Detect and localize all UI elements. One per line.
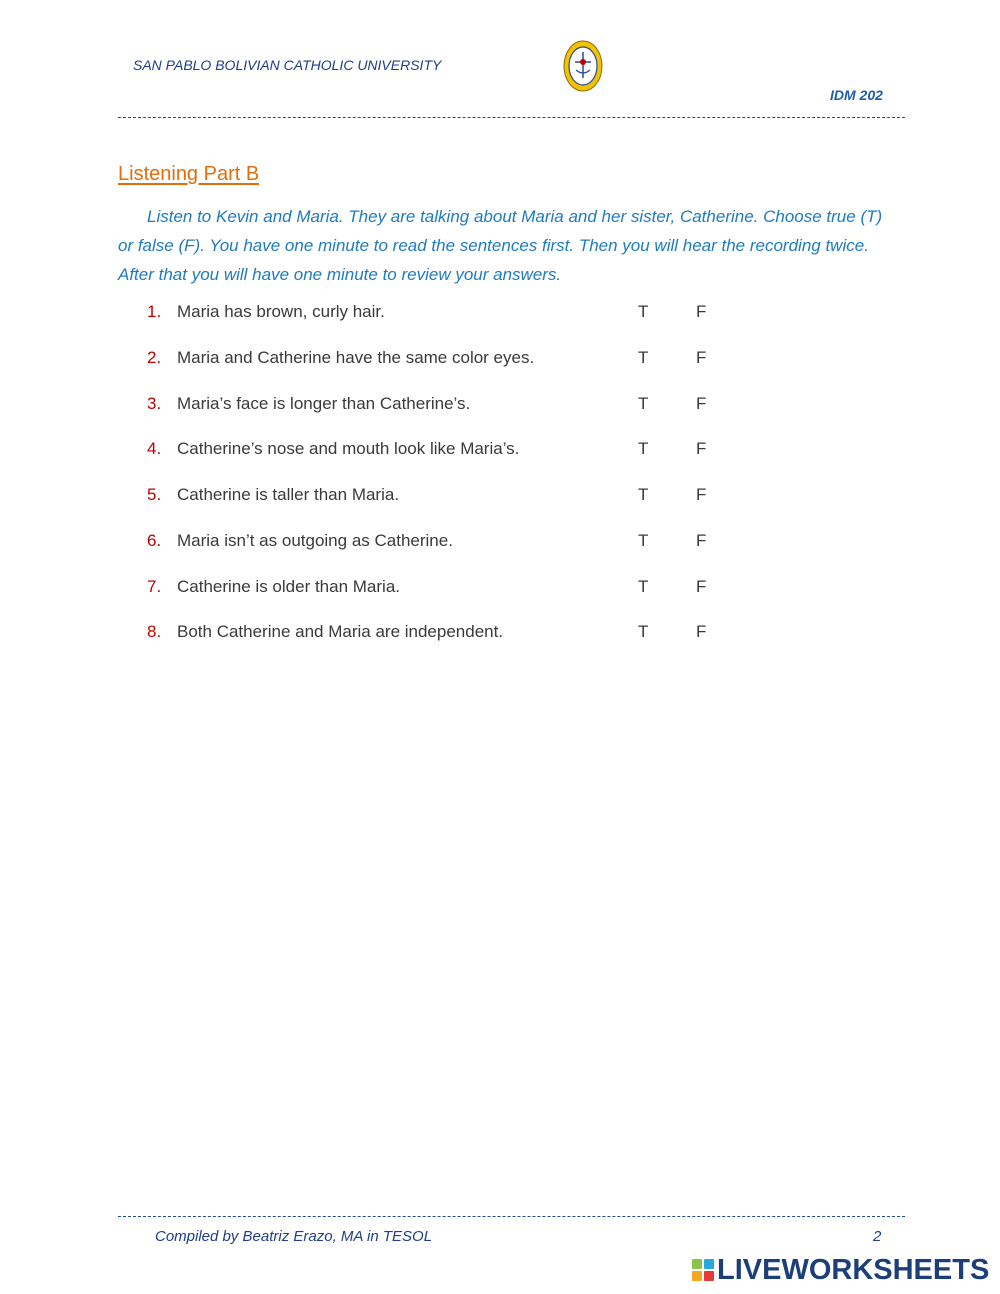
course-code: IDM 202 [830, 87, 883, 103]
instructions: Listen to Kevin and Maria. They are talking about Maria and her sister, Catherine. Choose true (T) or false (F). You have one minute to read the sentences first. Then you will hear the recording twice. After that you will have one minute to review your answers. [118, 207, 883, 284]
question-text: Catherine is older than Maria. [177, 577, 401, 596]
true-option[interactable]: T [638, 394, 649, 413]
university-name: SAN PABLO BOLIVIAN CATHOLIC UNIVERSITY [133, 57, 442, 73]
question-text: Maria has brown, curly hair. [177, 302, 385, 321]
false-option[interactable]: F [696, 485, 707, 504]
university-seal-icon [563, 40, 603, 92]
false-option[interactable]: F [696, 439, 707, 458]
question-number: 5. [147, 485, 162, 504]
question-row [0, 439, 1000, 463]
question-row [0, 348, 1000, 372]
question-row [0, 485, 1000, 509]
false-option[interactable]: F [696, 302, 707, 321]
question-number: 7. [147, 577, 162, 596]
true-option[interactable]: T [638, 485, 649, 504]
question-row [0, 622, 1000, 646]
true-option[interactable]: T [638, 439, 649, 458]
true-option[interactable]: T [638, 622, 649, 641]
question-number: 6. [147, 531, 162, 550]
question-row [0, 394, 1000, 418]
true-option[interactable]: T [638, 302, 649, 321]
liveworksheets-logo [692, 1255, 989, 1285]
question-number: 1. [147, 302, 162, 321]
false-option[interactable]: F [696, 394, 707, 413]
liveworksheets-wordmark: LIVEWORKSHEETS [717, 1253, 990, 1286]
question-text: Catherine’s nose and mouth look like Maria’s. [177, 439, 520, 458]
question-text: Maria’s face is longer than Catherine’s. [177, 394, 471, 413]
question-number: 8. [147, 622, 162, 641]
false-option[interactable]: F [696, 348, 707, 367]
question-number: 4. [147, 439, 162, 458]
question-row [0, 531, 1000, 555]
header-divider [118, 117, 905, 118]
liveworksheets-blocks-icon [692, 1259, 714, 1281]
question-text: Maria isn’t as outgoing as Catherine. [177, 531, 453, 550]
question-row [0, 302, 1000, 326]
false-option[interactable]: F [696, 622, 707, 641]
true-option[interactable]: T [638, 531, 649, 550]
false-option[interactable]: F [696, 531, 707, 550]
question-text: Both Catherine and Maria are independent. [177, 622, 504, 641]
question-row [0, 577, 1000, 601]
footer-credit: Compiled by Beatriz Erazo, MA in TESOL [155, 1228, 433, 1245]
question-number: 3. [147, 394, 162, 413]
true-option[interactable]: T [638, 577, 649, 596]
question-text: Catherine is taller than Maria. [177, 485, 400, 504]
question-number: 2. [147, 348, 162, 367]
true-option[interactable]: T [638, 348, 649, 367]
page-number: 2 [873, 1228, 882, 1245]
footer-divider [118, 1216, 905, 1217]
false-option[interactable]: F [696, 577, 707, 596]
question-text: Maria and Catherine have the same color eyes. [177, 348, 535, 367]
section-title: Listening Part B [118, 163, 260, 185]
